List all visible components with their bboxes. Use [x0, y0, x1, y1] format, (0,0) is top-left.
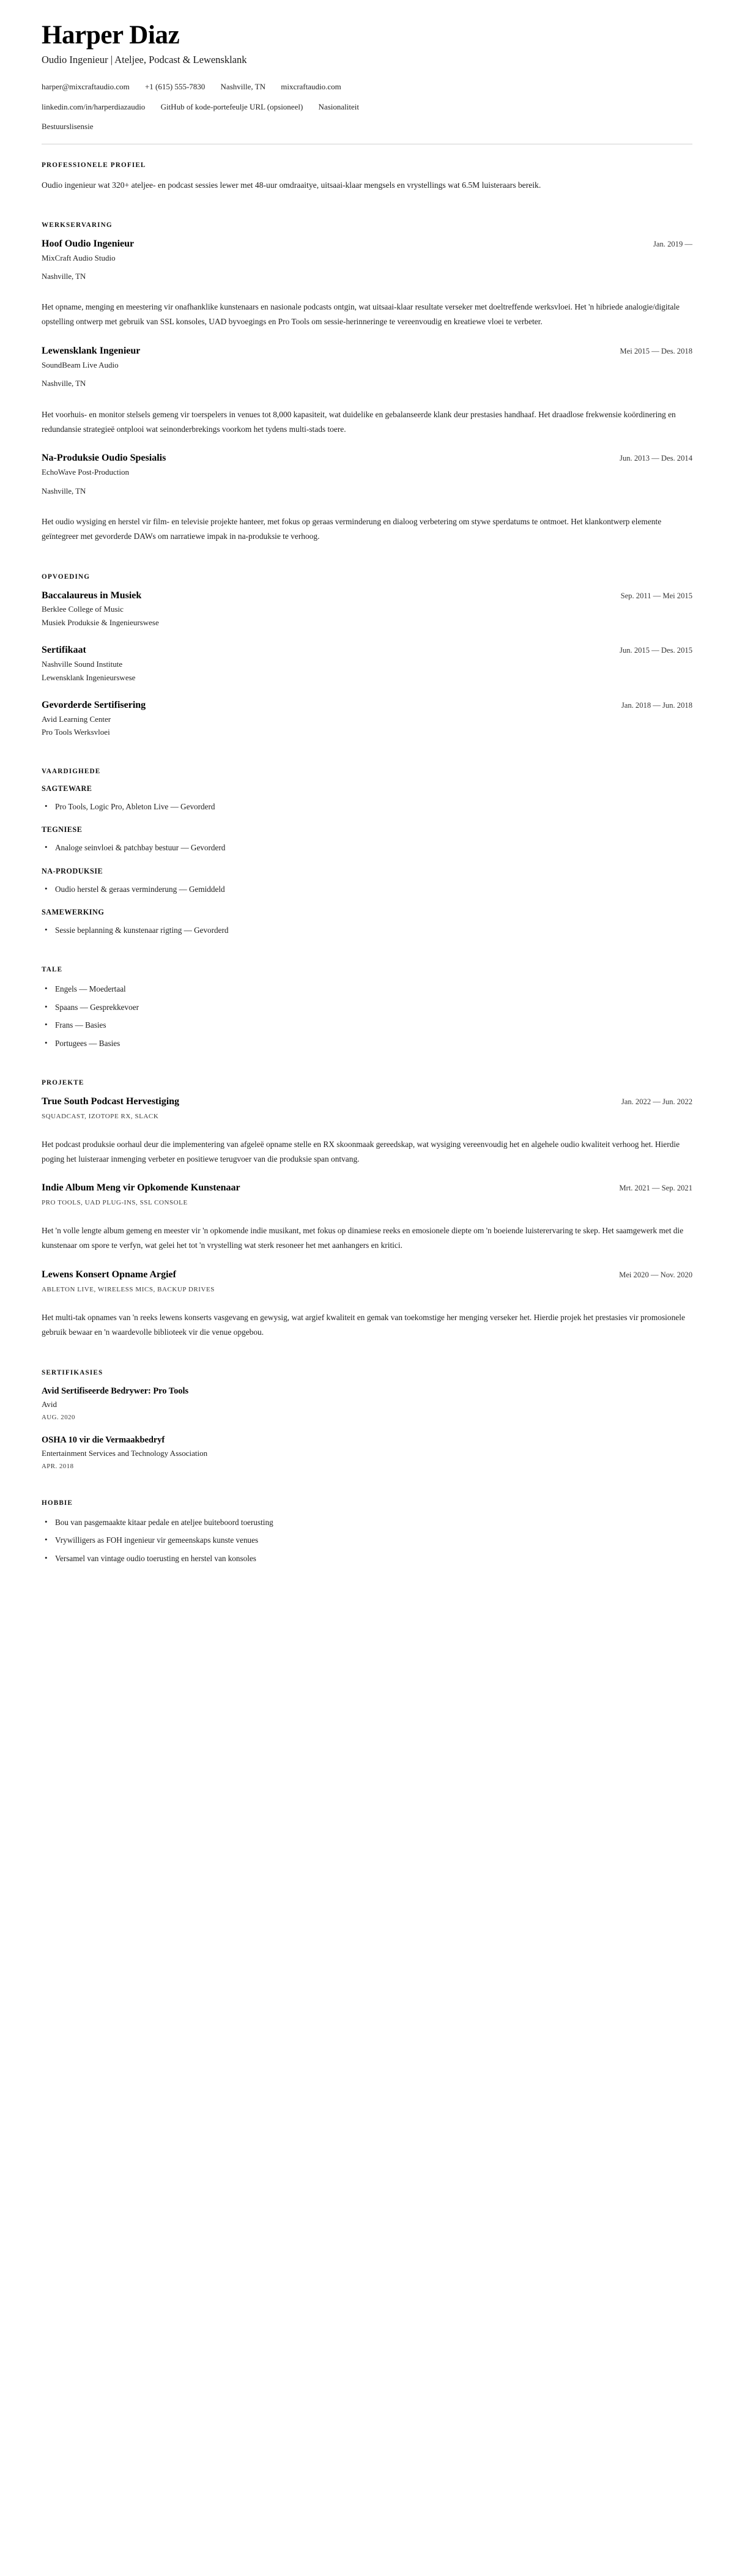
language-list: [42, 982, 692, 1050]
education-entry: [42, 590, 692, 629]
section-profile: [42, 161, 692, 192]
skill-item: • Oudio herstel & geraas verminderung — Gemiddeld: [42, 883, 692, 896]
project-description: Het podcast produksie oorhaul deur die implementering van afgeleë opname stelle en RX skoonmaak gereedskap, wat wysiging vereenvoudig het en algehele oudio kwaliteit verhoog het. Hierdie poging het luisteraar inmenging verbeter en positiewe terugvoer van die produksie span ontvang.: [42, 1139, 680, 1164]
skill-group: [42, 825, 692, 854]
experience-location: Nashville, TN: [42, 272, 86, 281]
contact-row-primary: [42, 81, 692, 93]
experience-description: Het opname, menging en meestering vir onafhanklike kunstenaars en nasionale podcasts ontgin, wat uitsaai-klaar resultate verseker met doeltreffende werksvloei. Het 'n hibriede analogie/digitale opstelling ontwerp met gebruik van SSL konsoles, UAD byvoegings en Pro Tools om sessie-herinneringe te vereenvoudig en kreatiewe vloei te verbeter.: [42, 302, 680, 327]
experience-entry: [42, 238, 692, 329]
project-description: Het 'n volle lengte album gemeng en meester vir 'n opkomende indie musikant, met fokus op dinamiese reeks en emosionele diepte om 'n boeiende luisterervaring te skep. Het saamgewerk met die kunstenaar om spore te verfyn, wat gelei het tot 'n vrystelling wat sterk resoneer het met aanhangers en kritici.: [42, 1226, 684, 1250]
skill-item: • Sessie beplanning & kunstenaar rigting — Gevorderd: [42, 924, 692, 937]
certification-issuer: Avid: [42, 1399, 57, 1409]
experience-date: Mei 2015 — Des. 2018: [620, 347, 692, 356]
education-degree: Gevorderde Sertifisering: [42, 700, 146, 711]
skill-group-name: SAGTEWARE: [42, 784, 92, 793]
project-entry-header: [42, 1096, 692, 1108]
education-date: Sep. 2011 — Mei 2015: [620, 591, 692, 600]
section-title-projects: PROJEKTE: [42, 1078, 84, 1086]
contact-phone[interactable]: +1 (615) 555-7830: [144, 82, 206, 92]
section-education: [42, 573, 692, 738]
section-title-certifications: SERTIFIKASIES: [42, 1368, 103, 1376]
contact-location: Nashville, TN: [220, 82, 265, 92]
project-date: Jan. 2022 — Jun. 2022: [621, 1097, 692, 1106]
skill-item: • Analoge seinvloei & patchbay bestuur — Gevorderd: [42, 841, 692, 854]
section-title-profile: PROFESSIONELE PROFIEL: [42, 161, 146, 169]
education-date: Jun. 2015 — Des. 2015: [620, 646, 692, 655]
education-entry-header: [42, 590, 692, 603]
contact-linkedin[interactable]: linkedin.com/in/harperdiazaudio: [42, 102, 146, 111]
section-skills: [42, 768, 692, 937]
education-school: Berklee College of Music: [42, 604, 124, 614]
project-entry: [42, 1096, 692, 1167]
section-languages: [42, 966, 692, 1050]
experience-company: MixCraft Audio Studio: [42, 253, 116, 262]
education-degree: Baccalaureus in Musiek: [42, 590, 142, 601]
project-date: Mrt. 2021 — Sep. 2021: [619, 1184, 692, 1193]
skill-group: [42, 908, 692, 937]
hobby-item: • Versamel van vintage oudio toerusting en herstel van konsoles: [42, 1552, 692, 1565]
section-projects: [42, 1079, 692, 1340]
candidate-headline: Oudio Ingenieur | Ateljee, Podcast & Lewensklank: [42, 54, 247, 66]
education-degree: Sertifikaat: [42, 645, 86, 656]
experience-date: Jun. 2013 — Des. 2014: [620, 454, 692, 463]
skill-group: [42, 784, 692, 813]
contact-nationality: Nasionaliteit: [318, 102, 359, 111]
contact-email[interactable]: harper@mixcraftaudio.com: [42, 82, 130, 92]
experience-location: Nashville, TN: [42, 486, 86, 496]
project-entry: [42, 1269, 692, 1340]
skill-list: [42, 924, 692, 937]
experience-date: Jan. 2019 —: [653, 239, 692, 248]
project-stack: ABLETON LIVE, WIRELESS MICS, BACKUP DRIVES: [42, 1285, 215, 1293]
section-title-languages: TALE: [42, 966, 63, 974]
resume-header: [42, 21, 692, 133]
profile-summary: Oudio ingenieur wat 320+ ateljee- en podcast sessies lewer met 48-uur omdraaitye, uitsaai-klaar mengsels en vrystellings wat 6.5M luisteraars bereik.: [42, 180, 541, 190]
experience-role: Lewensklank Ingenieur: [42, 346, 141, 357]
section-experience: [42, 221, 692, 544]
certification-entry: [42, 1435, 692, 1470]
section-title-experience: WERKSERVARING: [42, 221, 113, 229]
language-item: • Spaans — Gesprekkevoer: [42, 1001, 692, 1014]
section-title-education: OPVOEDING: [42, 573, 91, 581]
experience-entry-header: [42, 238, 692, 251]
project-entry-header: [42, 1182, 692, 1195]
language-item: • Portugees — Basies: [42, 1037, 692, 1050]
section-title-skills: VAARDIGHEDE: [42, 767, 101, 775]
education-field: Lewensklank Ingenieurswese: [42, 672, 136, 682]
experience-location: Nashville, TN: [42, 379, 86, 388]
contact-row-secondary: [42, 101, 692, 113]
hobby-list: [42, 1516, 692, 1565]
certification-name: OSHA 10 vir die Vermaakbedryf: [42, 1435, 165, 1445]
language-item: • Frans — Basies: [42, 1019, 692, 1031]
education-school: Nashville Sound Institute: [42, 659, 123, 669]
skill-group: [42, 867, 692, 896]
experience-company: EchoWave Post-Production: [42, 467, 130, 477]
project-name: Lewens Konsert Opname Argief: [42, 1269, 176, 1280]
experience-entry-header: [42, 452, 692, 465]
project-date: Mei 2020 — Nov. 2020: [619, 1270, 692, 1279]
experience-company: SoundBeam Live Audio: [42, 360, 119, 369]
language-item: • Engels — Moedertaal: [42, 982, 692, 995]
education-field: Pro Tools Werksvloei: [42, 727, 110, 737]
experience-description: Het voorhuis- en monitor stelsels gemeng vir toerspelers in venues tot 8,000 kapasiteit, wat duidelike en gebalanseerde klank deur prestasies handhaaf. Het draadlose frekwensie koördinering en redundansie strategieë ontplooi wat seinonderbrekings voorkom het tydens multi-stads toere.: [42, 409, 676, 434]
contact-github-placeholder[interactable]: GitHub of kode-portefeulje URL (opsioneel): [160, 102, 303, 111]
certification-name: Avid Sertifiseerde Bedrywer: Pro Tools: [42, 1386, 189, 1396]
section-hobbies: [42, 1499, 692, 1565]
education-entry: [42, 699, 692, 738]
contact-row-tertiary: [42, 121, 692, 133]
education-entry-header: [42, 644, 692, 657]
candidate-name: Harper Diaz: [42, 21, 180, 50]
skill-item: • Pro Tools, Logic Pro, Ableton Live — Gevorderd: [42, 800, 692, 813]
experience-role: Na-Produksie Oudio Spesialis: [42, 453, 166, 464]
project-name: True South Podcast Hervestiging: [42, 1096, 180, 1107]
skill-list: [42, 883, 692, 896]
education-entry-header: [42, 699, 692, 712]
hobby-item: • Vrywilligers as FOH ingenieur vir gemeenskaps kunste venues: [42, 1534, 692, 1546]
section-certifications: [42, 1369, 692, 1471]
experience-description: Het oudio wysiging en herstel vir film- en televisie projekte hanteer, met fokus op geraas verminderung en dialoog verbetering om stywe sperdatums te ontmoet. Het klankontwerp elemente geïntegreer met gevorderde DAWs om narratiewe impak in na-produksie te verhoog.: [42, 516, 662, 541]
experience-entry: [42, 452, 692, 543]
education-field: Musiek Produksie & Ingenieurswese: [42, 617, 159, 627]
certification-date: AUG. 2020: [42, 1413, 75, 1421]
education-entry: [42, 644, 692, 683]
project-stack: SQUADCAST, IZOTOPE RX, SLACK: [42, 1112, 159, 1120]
skill-group-name: SAMEWERKING: [42, 908, 105, 917]
project-stack: PRO TOOLS, UAD PLUG-INS, SSL CONSOLE: [42, 1199, 188, 1207]
experience-entry: [42, 345, 692, 436]
education-school: Avid Learning Center: [42, 714, 111, 724]
project-entry: [42, 1182, 692, 1253]
certification-date: APR. 2018: [42, 1463, 74, 1471]
experience-role: Hoof Oudio Ingenieur: [42, 238, 135, 249]
project-name: Indie Album Meng vir Opkomende Kunstenaar: [42, 1182, 240, 1193]
certification-issuer: Entertainment Services and Technology Association: [42, 1449, 208, 1458]
skill-list: [42, 800, 692, 813]
contact-website[interactable]: mixcraftaudio.com: [281, 82, 341, 92]
certification-entry: [42, 1386, 692, 1421]
experience-entry-header: [42, 345, 692, 358]
skill-group-name: TEGNIESE: [42, 825, 83, 834]
hobby-item: • Bou van pasgemaakte kitaar pedale en ateljee buiteboord toerusting: [42, 1516, 692, 1529]
contact-drivers-license: Bestuurslisensie: [42, 122, 94, 132]
section-title-hobbies: HOBBIE: [42, 1499, 73, 1507]
education-date: Jan. 2018 — Jun. 2018: [621, 701, 692, 710]
skill-list: [42, 841, 692, 854]
project-entry-header: [42, 1269, 692, 1282]
project-description: Het multi-tak opnames van 'n reeks lewens konserts vasgevang en gewysig, wat argief kwaliteit en gemak van toekomstige her menging verseker het. Hierdie projek het prestasies vir promosionele gebruik bewaar en 'n waardevolle biblioteek vir die venue opgebou.: [42, 1312, 685, 1337]
skill-group-name: NA-PRODUKSIE: [42, 866, 103, 875]
